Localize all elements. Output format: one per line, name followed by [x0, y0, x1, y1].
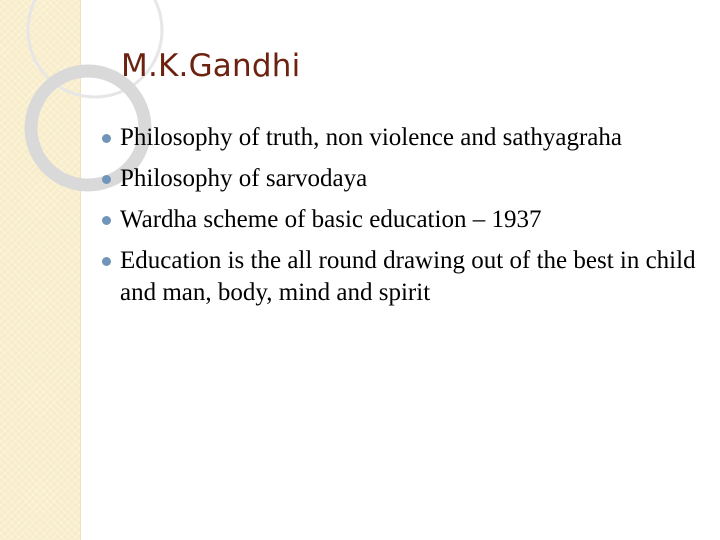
- bullet-dot-icon: [102, 216, 111, 225]
- bullet-text: Education is the all round drawing out of the best in child and man, body, mind and spirit: [120, 247, 696, 306]
- bullet-dot-icon: [102, 134, 111, 143]
- bullet-list: [102, 122, 702, 318]
- bullet-dot-icon: [102, 257, 111, 266]
- page-title: M.K.Gandhi: [121, 48, 301, 84]
- bullet-text: Wardha scheme of basic education – 1937: [120, 206, 542, 233]
- bullet-item-sarvodaya: [102, 163, 702, 195]
- bullet-text: Philosophy of truth, non violence and sathyagraha: [120, 124, 622, 151]
- bullet-dot-icon: [102, 175, 111, 184]
- bullet-item-education: [102, 245, 702, 309]
- bullet-item-wardha: [102, 204, 702, 236]
- bullet-text: Philosophy of sarvodaya: [120, 165, 368, 192]
- bullet-item-truth: [102, 122, 702, 154]
